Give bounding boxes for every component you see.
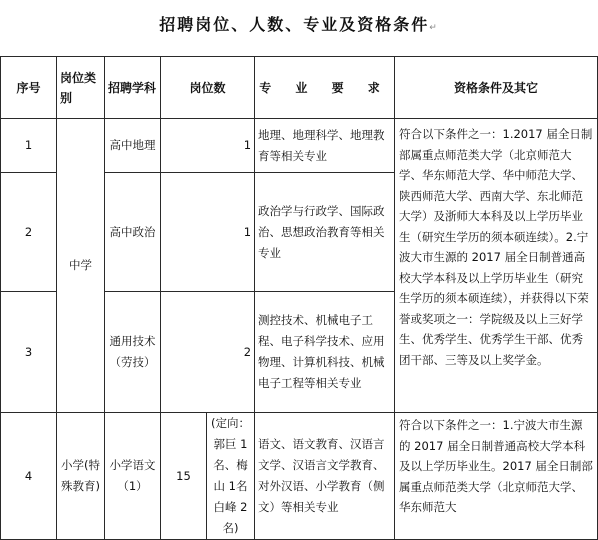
header-subject: 招聘学科 — [105, 57, 161, 119]
return-mark-icon: ↵ — [429, 23, 439, 33]
row-seq: 2 — [1, 173, 57, 292]
row-subject: 高中地理 — [105, 119, 161, 173]
title-text: 招聘岗位、人数、专业及资格条件 — [159, 15, 430, 34]
row-major: 地理、地理科学、地理教育等相关专业 — [255, 119, 395, 173]
row-conditions: 符合以下条件之一：1.2017 届全日制部属重点师范类大学（北京师范大学、华东师范大学、华中师范大学、陕西师范大学、西南大学、东北师范大学）及浙师大本科及以上学历毕业生（研究生学历的须本硕连续）。2.宁波大市生源的 2017 届全日制普通高校大学本科及以上学历毕业生（研究生学历的须本硕连续），并获得以下荣誉或奖项之一：学院级及以上三好学生、优秀学生、优秀学生干部、优秀团干部、三等及以上奖学金。 — [395, 119, 598, 413]
row-major: 测控技术、机械电子工程、电子科学技术、应用物理、计算机科技、机械电子工程等相关专业 — [255, 292, 395, 413]
header-seq: 序号 — [1, 57, 57, 119]
header-conditions: 资格条件及其它 — [395, 57, 598, 119]
row-category: 中学 — [57, 119, 105, 413]
recruitment-table — [0, 56, 598, 540]
page-title — [0, 12, 598, 35]
row-seq: 4 — [1, 413, 57, 540]
row-subject: 高中政治 — [105, 173, 161, 292]
row-subject: 小学语文（1） — [105, 413, 161, 540]
table-header-row — [1, 57, 598, 119]
row-count: 15 — [161, 413, 207, 540]
row-count-note: (定向：郭巨 1名、梅山 1名 白峰 2名) — [207, 413, 255, 540]
row-count: 1 — [161, 119, 255, 173]
row-major: 政治学与行政学、国际政治、思想政治教育等相关专业 — [255, 173, 395, 292]
header-count: 岗位数 — [161, 57, 255, 119]
row-conditions: 符合以下条件之一：1.宁波大市生源的 2017 届全日制普通高校大学本科及以上学历毕业生。2017 届全日制部属重点师范类大学（北京师范大学、华东师范大 — [395, 413, 598, 540]
row-seq: 3 — [1, 292, 57, 413]
row-seq: 1 — [1, 119, 57, 173]
row-count: 1 — [161, 173, 255, 292]
row-major: 语文、语文教育、汉语言文学、汉语言文学教育、对外汉语、小学教育（侧文）等相关专业 — [255, 413, 395, 540]
table-row — [1, 413, 598, 540]
header-category: 岗位类别 — [57, 57, 105, 119]
row-count: 2 — [161, 292, 255, 413]
table-row — [1, 119, 598, 173]
row-category: 小学(特殊教育) — [57, 413, 105, 540]
header-major: 专 业 要 求 — [255, 57, 395, 119]
row-subject: 通用技术（劳技） — [105, 292, 161, 413]
